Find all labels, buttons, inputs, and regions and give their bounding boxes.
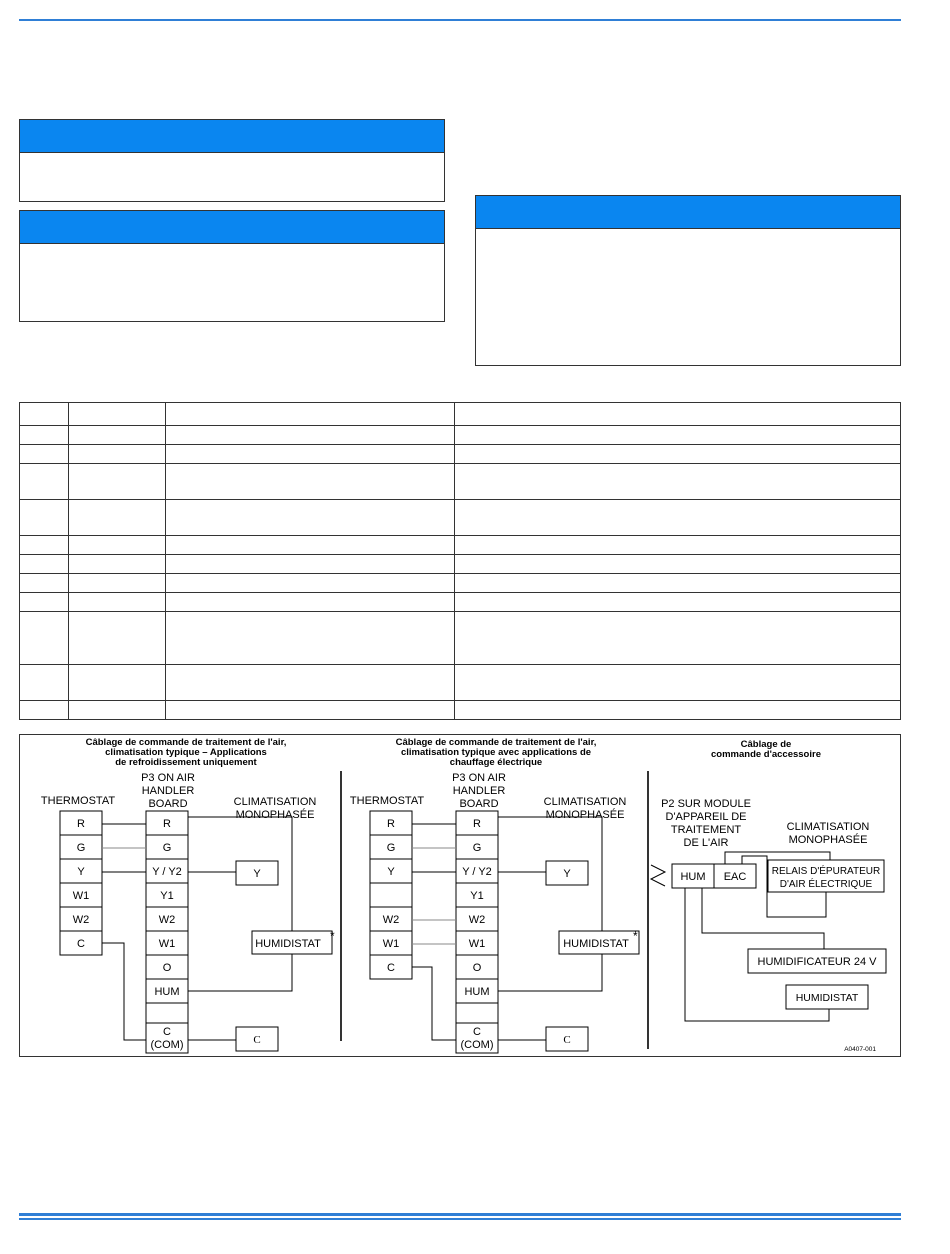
humidistat-box: HUMIDISTAT	[563, 938, 629, 950]
table-row	[20, 701, 901, 720]
humidifier-box: HUMIDIFICATEUR 24 V	[757, 956, 877, 968]
thermostat-terminal-c: C	[387, 962, 395, 974]
board-terminal-y-y2: Y / Y2	[152, 866, 182, 878]
module-label-line-4: DE L'AIR	[683, 837, 729, 849]
ac-label-line-2: MONOPHASÉE	[235, 809, 315, 821]
board-terminal-com-line-2: (COM)	[150, 1039, 184, 1051]
humidistat-box: HUMIDISTAT	[255, 938, 321, 950]
bottom-rule	[19, 1213, 901, 1216]
board-terminal-g: G	[162, 842, 172, 854]
eac-relay-line-2: D'AIR ÉLECTRIQUE	[779, 879, 873, 890]
thermostat-terminal-r: R	[77, 818, 85, 830]
board-terminal-com-line-1: C	[473, 1026, 481, 1038]
thermostat-terminal-w1: W1	[72, 890, 90, 902]
board-terminal-o: O	[162, 962, 172, 974]
thermostat-label: THERMOSTAT	[349, 795, 425, 807]
thermostat-terminal-y: Y	[387, 866, 395, 878]
panel-1-title-line-2: climatisation typique – Applications	[105, 747, 267, 758]
board-terminal-w1: W1	[158, 938, 176, 950]
thermostat-terminal-r: R	[387, 818, 395, 830]
table-row	[20, 574, 901, 593]
thermostat-terminal-c: C	[77, 938, 85, 950]
thermostat-terminal-g: G	[76, 842, 86, 854]
board-terminal-g: G	[472, 842, 482, 854]
wiring-diagram-figure	[19, 734, 901, 1057]
ac-label-line-2: MONOPHASÉE	[545, 809, 625, 821]
panel-cooling-only	[41, 737, 341, 1053]
ac-label-line-1: CLIMATISATION	[233, 796, 317, 808]
board-terminal-hum: HUM	[464, 986, 490, 998]
board-terminal-w2: W2	[468, 914, 486, 926]
board-terminal-y1: Y1	[470, 890, 484, 902]
table-row	[20, 445, 901, 464]
panel-accessory	[651, 739, 886, 1053]
board-terminal-r: R	[163, 818, 171, 830]
table-row	[20, 665, 901, 701]
module-terminal-eac: EAC	[723, 871, 747, 883]
board-terminal-w2: W2	[158, 914, 176, 926]
panel-1-title-line-3: de refroidissement uniquement	[115, 757, 257, 768]
thermostat-terminal-w2: W2	[72, 914, 90, 926]
notice-header-bar	[20, 120, 444, 153]
table-row	[20, 464, 901, 500]
ac-terminal-y: Y	[563, 868, 571, 880]
board-label-line-3: BOARD	[148, 798, 188, 810]
table-row	[20, 555, 901, 574]
notice-box-2	[19, 210, 445, 322]
module-terminal-hum: HUM	[680, 871, 706, 883]
board-terminal-w1: W1	[468, 938, 486, 950]
module-label-line-2: D'APPAREIL DE	[665, 811, 747, 823]
ac-label-line-1: CLIMATISATION	[786, 821, 870, 833]
board-label-line-1: P3 ON AIR	[452, 772, 506, 784]
board-label-line-3: BOARD	[459, 798, 499, 810]
specification-table	[19, 402, 901, 720]
panel-3-title-line-2: commande d'accessoire	[711, 749, 821, 760]
thermostat-terminal-w1: W1	[382, 938, 400, 950]
board-terminal-com-line-2: (COM)	[460, 1039, 494, 1051]
humidistat-asterisk: *	[330, 929, 335, 943]
panel-2-title-line-1: Câblage de commande de traitement de l'air,	[395, 737, 597, 748]
board-label-line-2: HANDLER	[141, 785, 195, 797]
notice-box-1	[19, 119, 445, 202]
figure-code: A0407-001	[844, 1046, 876, 1053]
board-terminal-y-y2: Y / Y2	[462, 866, 492, 878]
humidistat-box: HUMIDISTAT	[795, 992, 859, 1004]
board-terminal-o: O	[472, 962, 482, 974]
board-terminal-hum: HUM	[154, 986, 180, 998]
table-row	[20, 500, 901, 536]
thermostat-terminal-y: Y	[77, 866, 85, 878]
board-label-line-2: HANDLER	[452, 785, 506, 797]
panel-3-title-line-1: Câblage de	[740, 739, 792, 750]
panel-electric-heat	[350, 737, 648, 1053]
table-row	[20, 612, 901, 665]
table-row	[20, 426, 901, 445]
thermostat-terminal-g: G	[386, 842, 396, 854]
thermostat-label: THERMOSTAT	[40, 795, 116, 807]
ac-terminal-y: Y	[253, 868, 261, 880]
panel-1-title-line-1: Câblage de commande de traitement de l'air,	[85, 737, 287, 748]
ac-terminal-c: C	[253, 1034, 261, 1046]
board-label-line-1: P3 ON AIR	[141, 772, 195, 784]
notice-header-bar	[476, 196, 900, 229]
panel-2-title-line-3: chauffage électrique	[449, 757, 543, 768]
board-terminal-com-line-1: C	[163, 1026, 171, 1038]
notice-header-bar	[20, 211, 444, 244]
module-label-line-3: TRAITEMENT	[670, 824, 742, 836]
notice-box-3	[475, 195, 901, 366]
table-row	[20, 403, 901, 426]
board-terminal-y1: Y1	[160, 890, 174, 902]
eac-relay-line-1: RELAIS D'ÉPURATEUR	[771, 866, 881, 877]
bottom-rule-thin	[19, 1218, 901, 1220]
panel-2-title-line-2: climatisation typique avec applications de	[400, 747, 592, 758]
table-row	[20, 593, 901, 612]
ac-label-line-2: MONOPHASÉE	[788, 834, 868, 846]
ac-label-line-1: CLIMATISATION	[543, 796, 627, 808]
ac-terminal-c: C	[563, 1034, 571, 1046]
top-rule	[19, 19, 901, 21]
board-terminal-r: R	[473, 818, 481, 830]
thermostat-terminal-w2: W2	[382, 914, 400, 926]
module-label-line-1: P2 SUR MODULE	[661, 798, 751, 810]
humidistat-asterisk: *	[633, 929, 638, 943]
table-row	[20, 536, 901, 555]
